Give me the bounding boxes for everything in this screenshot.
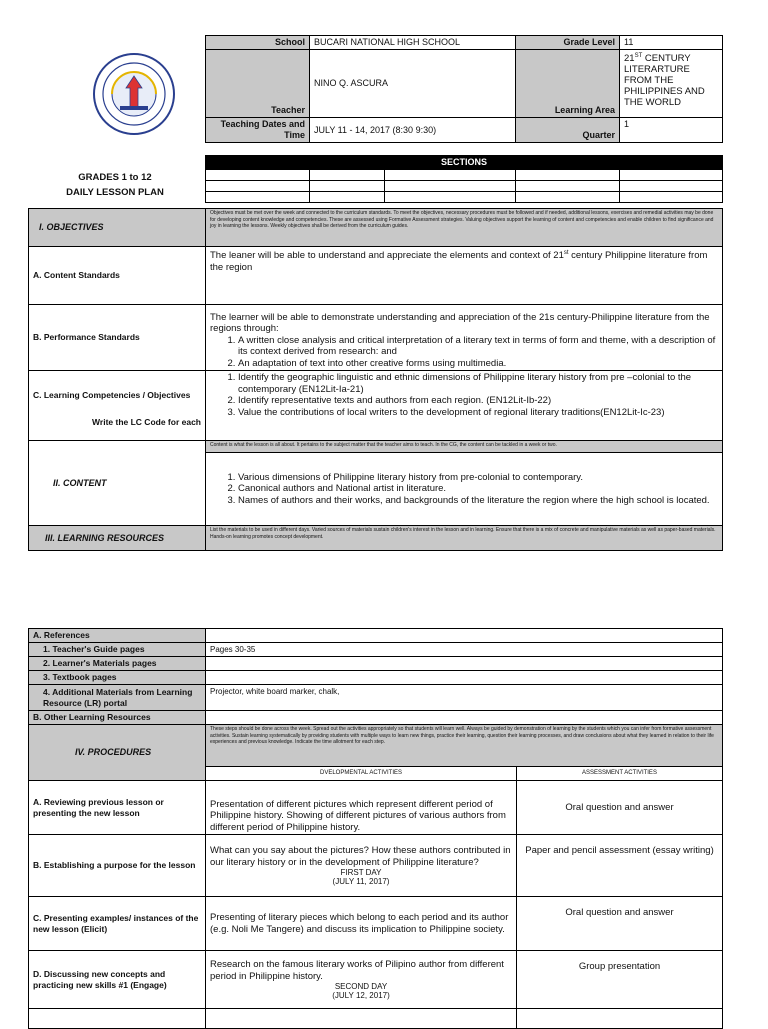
school-label: School <box>206 36 310 50</box>
day-date: (JULY 11, 2017) <box>332 877 390 886</box>
procedures-title: IV. PROCEDURES <box>29 725 206 781</box>
deped-seal-logo <box>92 52 176 136</box>
header-table <box>205 35 723 143</box>
textbook-pages-value <box>206 671 723 685</box>
competency-item: 2. Identify representative texts and authors from each region. (EN12Lit-Ib-22) <box>238 395 718 407</box>
lc-code-label: Write the LC Code for each <box>92 417 201 427</box>
procedure-assess: Paper and pencil assessment (essay writing) <box>517 835 723 897</box>
competencies-cell <box>29 371 206 441</box>
grade-level-value: 11 <box>620 36 723 50</box>
section-cell <box>310 181 385 192</box>
content-standards-title: A. Content Standards <box>29 247 206 305</box>
section-cell <box>385 192 516 203</box>
procedure-label: D. Discussing new concepts and practicing new skills #1 (Engage) <box>29 951 206 1009</box>
procedure-label <box>29 1009 206 1029</box>
section-cell <box>620 181 723 192</box>
day-label: FIRST DAY <box>340 868 382 877</box>
objectives-table <box>28 208 723 551</box>
teachers-guide-label: 1. Teacher's Guide pages <box>29 643 206 657</box>
textbook-pages-label: 3. Textbook pages <box>29 671 206 685</box>
resources-note: List the materials to be used in different days. Varied sources of materials sustain children's interest in the lesson and in learning. Ensure that there is a mix of concrete and manipulative materials as well as paper-based materials. Hands-on learning promotes concept development. <box>206 526 723 551</box>
resources-title: III. LEARNING RESOURCES <box>29 526 206 551</box>
references-value <box>206 629 723 643</box>
content-item: 1. Various dimensions of Philippine literary history from pre-colonial to contemporary. <box>238 472 718 484</box>
content-title: II. CONTENT <box>29 441 206 526</box>
objectives-note: Objectives must be met over the week and connected to the curriculum standards. To meet the objectives, necessary procedures must be followed and if needed, additional lessons, exercises and remedial activities may be done for developing content knowledge and competencies. These are assessed using Formative Assessment strategies. Valuing objectives support the learning of content and competencies and enable children to find significance and joy in learning the lessons. Weekly objectives shall be derived from the curriculum guides. <box>206 209 723 247</box>
section-cell <box>206 192 310 203</box>
competencies-list <box>206 371 723 441</box>
competency-item: 3. Value the contributions of local writers to the development of regional literary traditions(EN12Lit-Ic-23) <box>238 407 718 419</box>
section-cell <box>516 192 620 203</box>
developmental-header: DVELOPMENTAL ACTIVITIES <box>206 767 517 781</box>
competency-item: 1. Identify the geographic linguistic and ethnic dimensions of Philippine literary history from pre –colonial to the contemporary (EN12Lit-Ia-21) <box>238 372 718 395</box>
objectives-title: I. OBJECTIVES <box>29 209 206 247</box>
day-label: SECOND DAY <box>334 982 388 991</box>
teaching-dates-label: Teaching Dates and Time <box>206 118 310 143</box>
teacher-value: NINO Q. ASCURA <box>310 50 516 118</box>
procedure-label: A. Reviewing previous lesson or presenting the new lesson <box>29 781 206 835</box>
procedure-label: C. Presenting examples/ instances of the new lesson (Elicit) <box>29 897 206 951</box>
procedure-assess: Group presentation <box>517 951 723 1009</box>
procedure-dev: Presenting of literary pieces which belong to each period and its author (e.g. Noli Me Tangere) and discuss its implication to Philippine society. <box>206 897 517 951</box>
performance-item: 2. An adaptation of text into other creative forms using multimedia. <box>238 358 718 370</box>
additional-materials-value: Projector, white board marker, chalk, <box>206 685 723 711</box>
procedure-dev: What can you say about the pictures? How these authors contributed in our literary history or in the development of Philippine literature? FIRST DAY (JULY 11, 2017) <box>206 835 517 897</box>
competencies-title: C. Learning Competencies / Objectives <box>33 390 191 400</box>
other-resources-value <box>206 711 723 725</box>
sections-table <box>205 155 723 203</box>
learning-area-value: 21ST CENTURY LITERARTURE FROM THE PHILIPPINES AND THE WORLD <box>620 50 723 118</box>
teachers-guide-value: Pages 30-35 <box>206 643 723 657</box>
content-item: 3. Names of authors and their works, and backgrounds of the literature the region where the high school is located. <box>238 495 718 507</box>
learners-materials-value <box>206 657 723 671</box>
section-cell <box>516 170 620 181</box>
school-value: BUCARI NATIONAL HIGH SCHOOL <box>310 36 516 50</box>
content-note: Content is what the lesson is all about. It pertains to the subject matter that the teacher aims to teach. In the CG, the content can be tackled in a week or two. <box>206 441 723 453</box>
plan-title-line2: DAILY LESSON PLAN <box>66 187 164 198</box>
procedure-dev: Presentation of different pictures which represent different period of Philippine history. Showing of different pictures of various authors from different period of Philippine history. <box>206 781 517 835</box>
procedure-assess <box>517 1009 723 1029</box>
section-cell <box>516 181 620 192</box>
performance-standards-text <box>206 305 723 371</box>
performance-standards-title: B. Performance Standards <box>29 305 206 371</box>
content-list <box>206 453 723 526</box>
sections-header: SECTIONS <box>206 156 723 170</box>
procedure-label: B. Establishing a purpose for the lesson <box>29 835 206 897</box>
section-cell <box>385 170 516 181</box>
content-item: 2. Canonical authors and National artist in literature. <box>238 483 718 495</box>
plan-title <box>50 170 180 200</box>
procedure-assess: Oral question and answer <box>517 781 723 835</box>
assessment-header: ASSESSMENT ACTIVITIES <box>517 767 723 781</box>
performance-intro: The learner will be able to demonstrate understanding and appreciation of the 21s century-Philippine literature from the regions through: <box>210 311 710 334</box>
section-cell <box>206 170 310 181</box>
performance-item: 1. A written close analysis and critical interpretation of a literary text in terms of form and theme, with a description of its context derived from research: and <box>238 335 718 358</box>
day-date: (JULY 12, 2017) <box>332 991 390 1000</box>
procedure-assess: Oral question and answer <box>517 897 723 951</box>
other-resources-label: B. Other Learning Resources <box>29 711 206 725</box>
teacher-label: Teacher <box>206 50 310 118</box>
teaching-dates-value: JULY 11 - 14, 2017 (8:30 9:30) <box>310 118 516 143</box>
content-standards-text: The leaner will be able to understand and appreciate the elements and context of 21st century Philippine literature from the region <box>206 247 723 305</box>
procedure-dev: Research on the famous literary works of Pilipino author from different period in Philippine history. SECOND DAY (JULY 12, 2017) <box>206 951 517 1009</box>
learners-materials-label: 2. Learner's Materials pages <box>29 657 206 671</box>
quarter-value: 1 <box>620 118 723 143</box>
section-cell <box>310 170 385 181</box>
section-cell <box>620 192 723 203</box>
references-table <box>28 628 723 1029</box>
procedures-note: These steps should be done across the week. Spread out the activities appropriately so that students will learn well. Always be guided by demonstration of learning by the students which you can infer from formative assessment activities. Sustain learning systematically by providing students with multiple ways to learn new things, practice their learning, question their learning processes, and draw conclusions about what they learned in relation to their life experiences and previous knowledge. Indicate the time allotment for each step. <box>206 725 723 767</box>
additional-materials-label: 4. Additional Materials from Learning Resource (LR) portal <box>29 685 206 711</box>
quarter-label: Quarter <box>516 118 620 143</box>
learning-area-label: Learning Area <box>516 50 620 118</box>
section-cell <box>385 181 516 192</box>
section-cell <box>310 192 385 203</box>
references-title: A. References <box>29 629 206 643</box>
section-cell <box>620 170 723 181</box>
plan-title-line1: GRADES 1 to 12 <box>78 172 152 183</box>
grade-level-label: Grade Level <box>516 36 620 50</box>
procedure-dev <box>206 1009 517 1029</box>
section-cell <box>206 181 310 192</box>
